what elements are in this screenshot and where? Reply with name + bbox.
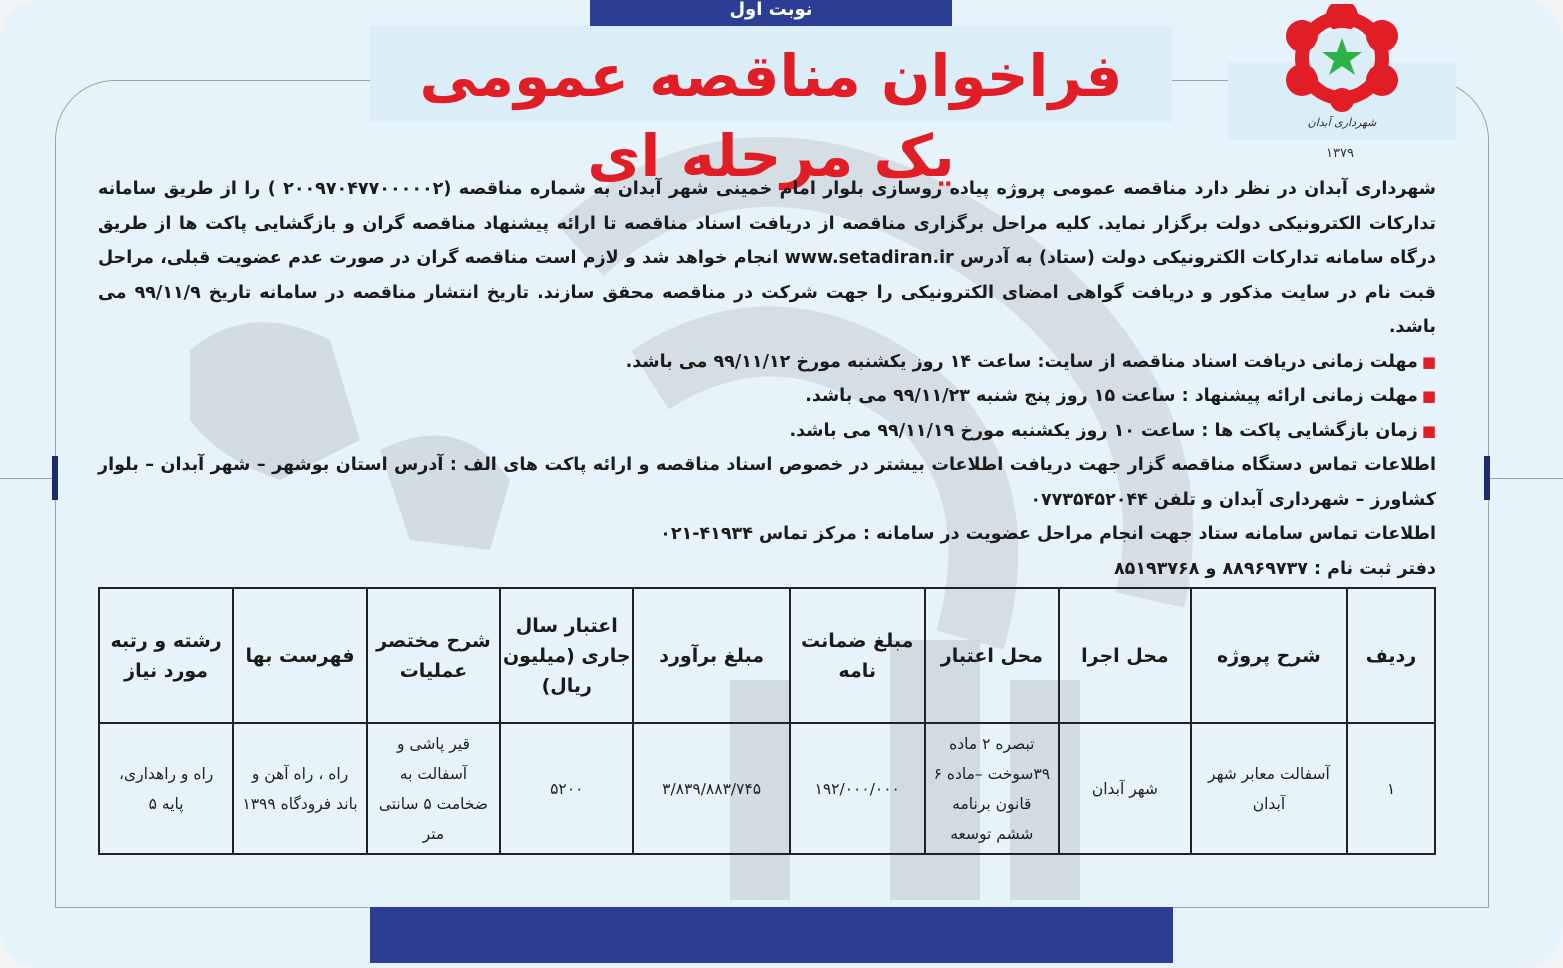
round-label: نوبت اول [590,0,952,28]
cell-row-no: ۱ [1347,723,1435,854]
bullet-square-icon: ■ [1421,421,1436,440]
tender-table [98,587,1436,855]
table-header-row [99,588,1435,723]
bullet-text: مهلت زمانی ارائه پیشنهاد : ساعت ۱۵ روز پنج شنبه ۹۹/۱۱/۲۳ می باشد. [805,386,1418,406]
logo-year: ۱۳۷۹ [1326,146,1354,161]
cell-location: شهر آبدان [1059,723,1191,854]
cell-project: آسفالت معابر شهر آبدان [1191,723,1347,854]
col-guarantee: مبلغ ضمانت نامه [790,588,925,723]
col-project: شرح پروژه [1191,588,1347,723]
right-rule [1488,478,1563,479]
col-estimate: مبلغ برآورد [633,588,789,723]
bullet-item [98,345,1436,380]
municipality-logo-icon [1262,4,1422,112]
left-rule [0,478,55,479]
bullet-square-icon: ■ [1421,387,1436,405]
col-current-credit: اعتبار سال جاری (میلیون ریال) [500,588,633,723]
col-field-grade: رشته و رتبه مورد نیاز [99,588,233,723]
col-price-list: فهرست بها [233,588,367,723]
cell-price-list: راه ، راه آهن و باند فرودگاه ۱۳۹۹ [233,723,367,854]
notice-title: فراخوان مناقصه عمومی یک مرحله ای [419,42,1123,190]
bullet-item [98,379,1436,414]
notice-body [98,172,1436,586]
contact-setad: اطلاعات تماس سامانه ستاد جهت انجام مراحل عضویت در سامانه : مرکز تماس ۴۱۹۳۴-۰۲۱ [660,524,1436,544]
cell-current-credit: ۵۲۰۰ [500,723,633,854]
contact-registration: دفتر ثبت نام : ۸۸۹۶۹۷۳۷ و ۸۵۱۹۳۷۶۸ [1113,558,1436,579]
cell-credit-source: تبصره ۲ ماده ۳۹سوخت –ماده ۶ قانون برنامه ششم توسعه [925,723,1059,854]
contact-organizer: اطلاعات تماس دستگاه مناقصه گزار جهت دریافت اطلاعات بیشتر در خصوص اسناد مناقصه و ارائه پاکت های الف : آدرس استان بوشهر – شهر آبدان – بلوار کشاورز – شهرداری آبدان و تلفن ۰۷۷۳۵۴۵۲۰۴۴ [98,455,1436,510]
col-location: محل اجرا [1059,588,1191,723]
cell-operations: قیر پاشی و آسفالت به ضخامت ۵ سانتی متر [367,723,500,854]
bullet-square-icon: ■ [1421,352,1436,371]
col-operations: شرح مختصر عملیات [367,588,500,723]
bullet-text: زمان بازگشایی پاکت ها : ساعت ۱۰ روز یکشنبه مورخ ۹۹/۱۱/۱۹ می باشد. [789,420,1418,441]
cell-guarantee: ۱۹۲/۰۰۰/۰۰۰ [790,723,925,854]
cell-estimate: ۳/۸۳۹/۸۸۳/۷۴۵ [633,723,789,854]
cell-field-grade: راه و راهداری، پایه ۵ [99,723,233,854]
intro-paragraph: شهرداری آبدان در نظر دارد مناقصه عمومی پروژه پیاده روسازی بلوار امام خمینی شهر آبدان به شماره مناقصه (۲۰۰۹۷۰۴۷۷۰۰۰۰۰۲ ) را از طریق سامانه تدارکات الکترونیکی دولت برگزار نماید. کلیه مراحل برگزاری مناقصه از دریافت اسناد مناقصه تا ارائه پیشنهاد مناقصه گران و بازگشایی پاکت ها از طریق درگاه سامانه تدارکات الکترونیکی دولت (ستاد) به آدرس www.setadiran.ir انجام خواهد شد و لازم است مناقصه گران در صورت عدم عضویت قبلی، مراحل قبت نام در سایت مذکور و دریافت گواهی امضای الکترونیکی را جهت شرکت در مناقصه محقق سازند. تاریخ انتشار مناقصه در سامانه تاریخ ۹۹/۱۱/۹ می باشد. [98,179,1436,337]
logo-caption: شهرداری آبدان [1307,116,1377,129]
table-row [99,723,1435,854]
col-credit-source: محل اعتبار [925,588,1059,723]
left-marker [52,456,58,500]
bullet-text: مهلت زمانی دریافت اسناد مناقصه از سایت: ساعت ۱۴ روز یکشنبه مورخ ۹۹/۱۱/۱۲ می باشد. [625,351,1418,372]
right-marker [1484,456,1490,500]
col-row-no: ردیف [1347,588,1435,723]
bottom-bar [370,907,1173,963]
bullet-item [98,414,1436,449]
